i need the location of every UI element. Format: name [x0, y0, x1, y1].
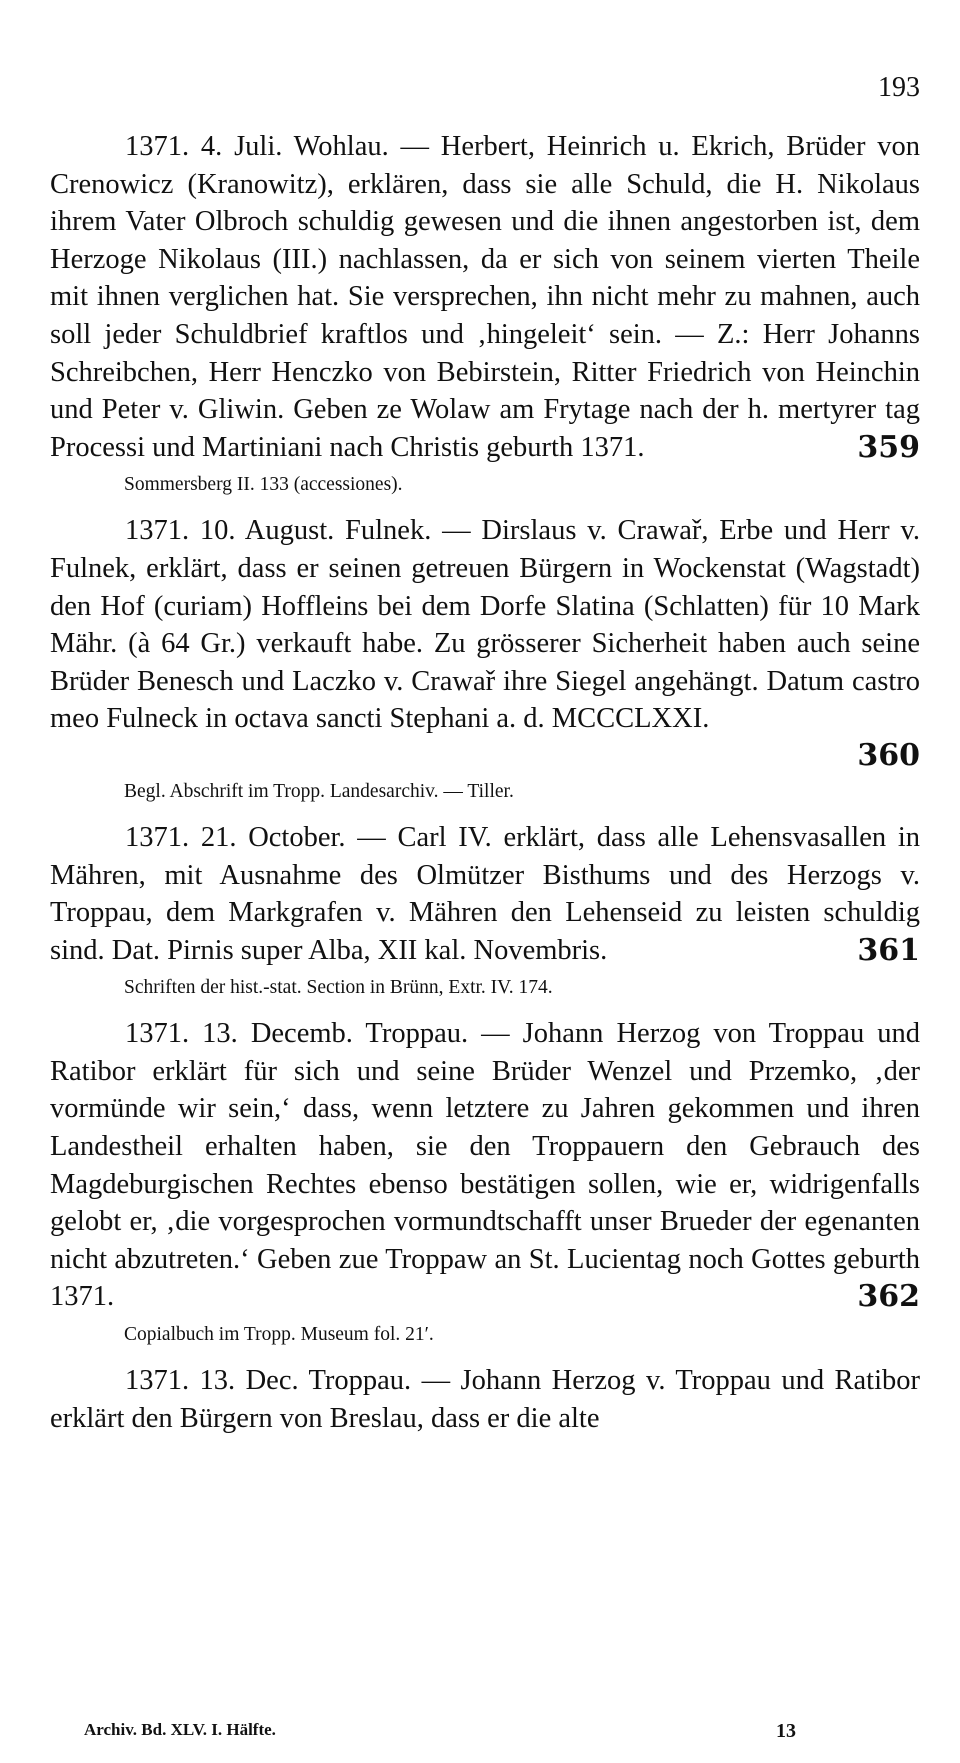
page-number: 193 [878, 72, 920, 103]
page-footer [84, 1720, 796, 1740]
entry-number: 359 [857, 429, 920, 465]
entry-number: 362 [857, 1279, 920, 1315]
entry-text: 1371. 13. Dec. Troppau. — Johann Herzog v. Troppau und Ratibor erklärt den Bürgern von Breslau, dass er die alte [50, 1365, 920, 1434]
entries-list [50, 128, 920, 1437]
entry-number: 360 [857, 737, 920, 773]
entry-next [50, 1362, 920, 1437]
entry-text: 1371. 21. October. — Carl IV. erklärt, dass alle Lehensvasallen in Mähren, mit Ausnahme des Olmützer Bisthums und des Herzogs v. Troppau, dem Markgrafen v. Mähren den Lehenseid zu leisten schuldig sind. Dat. Pirnis super Alba, XII kal. Novembris. 361 [50, 821, 920, 968]
entry-source: Begl. Abschrift im Tropp. Landesarchiv. — Tiller. [124, 780, 514, 802]
entry-number: 361 [857, 932, 920, 968]
entry-359 [50, 128, 920, 498]
entry-source: Copialbuch im Tropp. Museum fol. 21′. [124, 1324, 434, 1346]
entry-362 [50, 1015, 920, 1348]
sheet-number: 13 [776, 1720, 796, 1742]
entry-text: 1371. 13. Decemb. Troppau. — Johann Herzog von Troppau und Ratibor erklärt für sich und seine Brüder Wenzel und Przemko, ‚der vormünde wir sein,‘ dass, wenn letztere zu Jahren gekommen und ihren Landestheil erhalten haben, sie den Troppauern den Gebrauch des Magdeburgischen Rechtes ebenso bestätigen sollen, wie er, widrigenfalls gelobt er, ‚die vorgesprochen vormundtschafft unser Brueder der egenanten nicht abzutreten.‘ Geben zue Troppaw an St. Lucientag noch Gottes geburth 1371. 362 [50, 1018, 920, 1315]
entry-360 [50, 512, 920, 805]
entry-source: Schriften der hist.-stat. Section in Brünn, Extr. IV. 174. [124, 977, 553, 999]
entry-text: 1371. 4. Juli. Wohlau. — Herbert, Heinrich u. Ekrich, Brüder von Crenowicz (Kranowitz), erklären, dass sie alle Schuld, die H. Nikolaus ihrem Vater Olbroch schuldig gewesen und die ihnen angestorben ist, dem Herzoge Nikolaus (III.) nachlassen, da er sich von seinem vierten Theile mit ihnen verglichen hat. Sie versprechen, ihn nicht mehr zu mahnen, auch soll jeder Schuldbrief kraftlos und ‚hingeleit‘ sein. — Z.: Herr Johanns Schreibchen, Herr Henczko von Bebirstein, Ritter Friedrich von Heinchin und Peter v. Gliwin. Geben ze Wolaw am Frytage nach der h. mertyrer tag Processi und Martiniani nach Christis geburth 1371. 359 [50, 131, 920, 465]
entry-text: 1371. 10. August. Fulnek. — Dirslaus v. Crawař, Erbe und Herr v. Fulnek, erklärt, dass er seinen getreuen Bürgern in Wockenstat (Wagstadt) den Hof (curiam) Hoffleins bei dem Dorfe Slatina (Schlatten) für 10 Mark Mähr. (à 64 Gr.) verkauft habe. Zu grösserer Sicherheit haben auch seine Brüder Benesch und Laczko v. Crawař ihre Siegel angehängt. Datum castro meo Fulneck in octava sancti Stephani a. d. MCCCLXXI. [50, 515, 920, 735]
footer-signature: Archiv. Bd. XLV. I. Hälfte. [84, 1720, 276, 1739]
entry-361 [50, 819, 920, 1001]
entry-source: Sommersberg II. 133 (accessiones). [124, 474, 403, 496]
